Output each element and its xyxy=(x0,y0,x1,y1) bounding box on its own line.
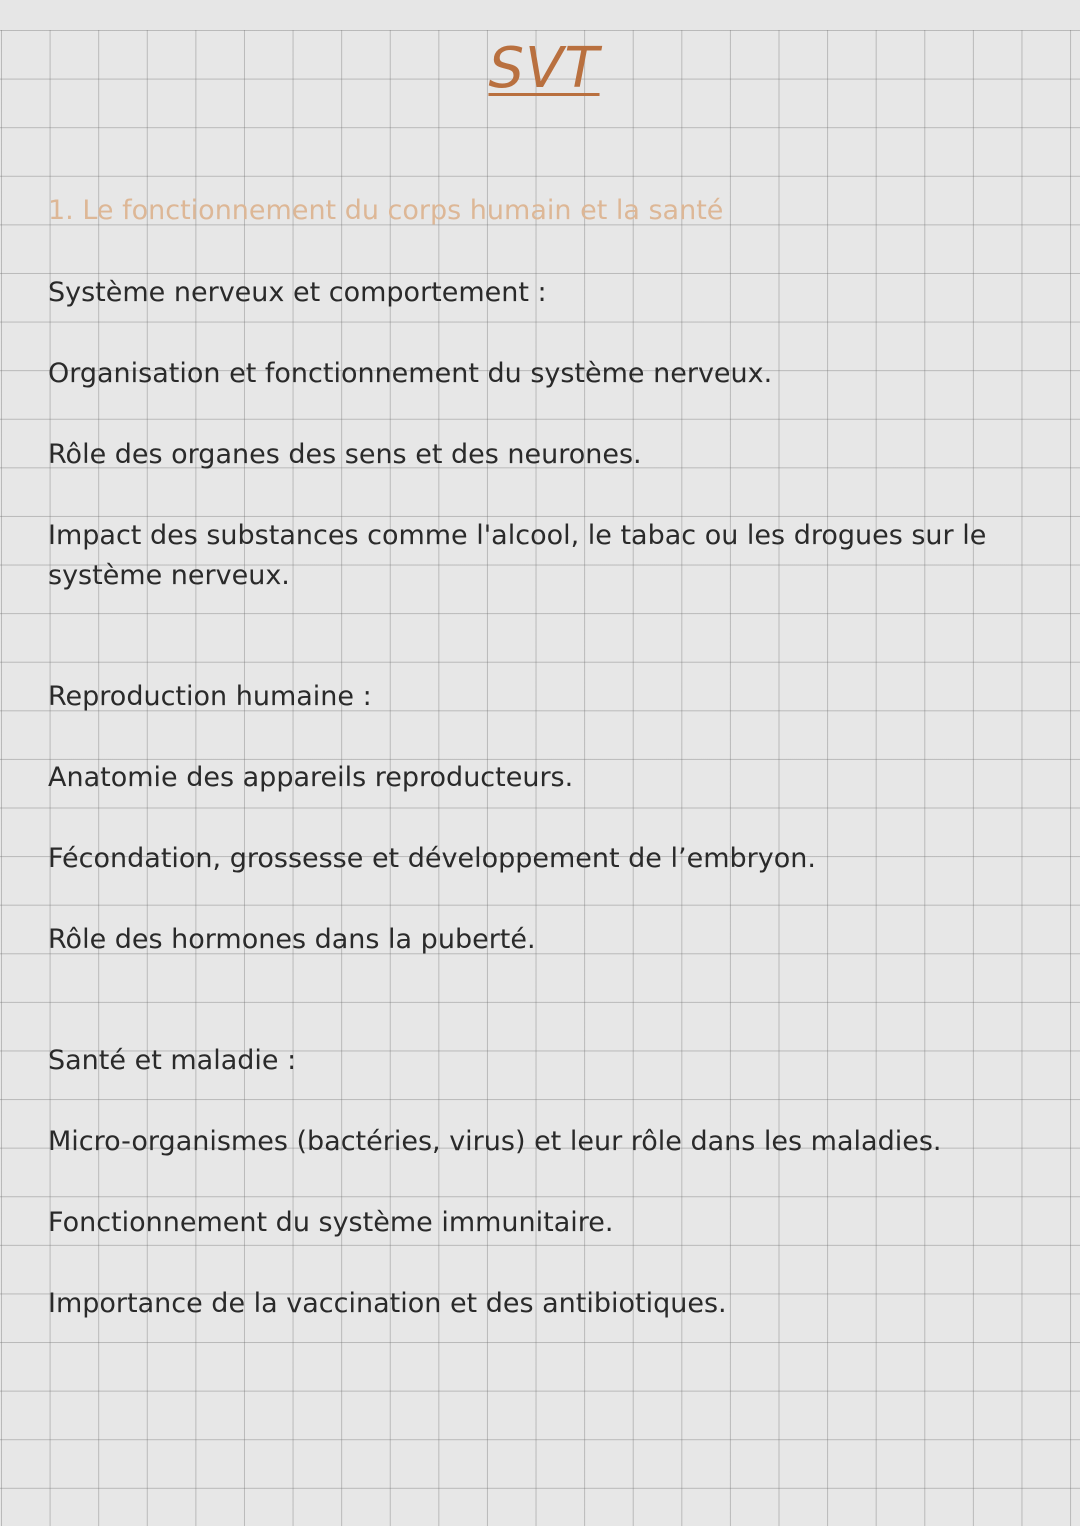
list-item: Fonctionnement du système immunitaire. xyxy=(48,1207,614,1238)
section-heading: 1. Le fonctionnement du corps humain et la santé xyxy=(48,195,724,226)
list-item: Anatomie des appareils reproducteurs. xyxy=(48,762,574,793)
subsection-heading-nervous-system: Système nerveux et comportement : xyxy=(48,277,547,308)
list-item: Fécondation, grossesse et développement de l’embryon. xyxy=(48,843,816,874)
page-top-margin xyxy=(0,0,1080,30)
page-title xyxy=(0,34,1080,104)
subsection-heading-health: Santé et maladie : xyxy=(48,1045,297,1076)
page-title-text: SVT xyxy=(488,36,600,101)
list-item: Rôle des organes des sens et des neurones. xyxy=(48,439,642,470)
list-item: Organisation et fonctionnement du système nerveux. xyxy=(48,358,773,389)
list-item: Rôle des hormones dans la puberté. xyxy=(48,924,536,955)
list-item: Impact des substances comme l'alcool, le tabac ou les drogues sur le système nerveux. xyxy=(48,520,987,591)
subsection-heading-reproduction: Reproduction humaine : xyxy=(48,681,372,712)
list-item: Micro-organismes (bactéries, virus) et leur rôle dans les maladies. xyxy=(48,1126,942,1157)
list-item: Importance de la vaccination et des antibiotiques. xyxy=(48,1288,727,1319)
